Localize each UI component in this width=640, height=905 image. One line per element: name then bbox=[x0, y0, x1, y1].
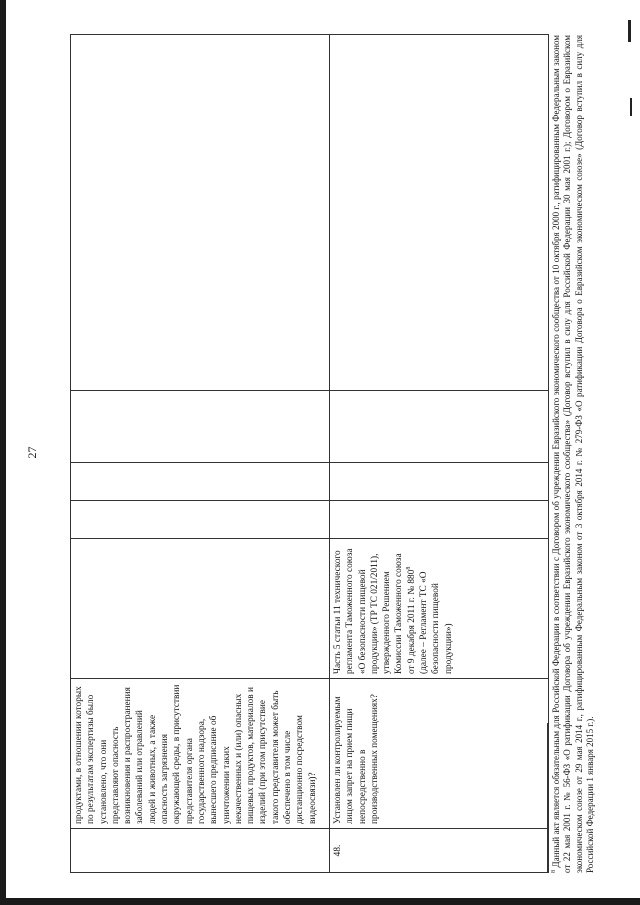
row-number: 48. bbox=[330, 829, 549, 873]
checklist-table bbox=[70, 34, 549, 873]
row-number bbox=[71, 829, 330, 873]
scan-edge-bottom bbox=[0, 898, 640, 905]
answer-na-cell bbox=[330, 391, 549, 463]
answer-yes-cell bbox=[330, 501, 549, 539]
document-page bbox=[20, 20, 615, 885]
question-cell: продуктами, в отношении которых по результатам экспертизы было установлено, что они представляют опасность возникновения и распространения заболеваний или отравлений людей и животных, а также опасность загрязнения окружающей среды, в присутствии представителя органа государственного надзора, вынесшего предписание об уничтожении таких некачественных и (или) опасных пищевых продуктов, материалов и изделий (при этом присутствие такого представителя может быть обеспечено в том числе дистанционно посредством видеосвязи)? bbox=[71, 679, 330, 829]
answer-no-cell bbox=[71, 463, 330, 501]
footnote-divider bbox=[547, 723, 548, 873]
table-row bbox=[330, 35, 549, 873]
question-cell: Установлен ли контролируемым лицом запрет на прием пищи непосредственно в производственных помещениях? bbox=[330, 679, 549, 829]
answer-na-cell bbox=[71, 391, 330, 463]
answer-no-cell bbox=[330, 463, 549, 501]
reference-cell bbox=[330, 539, 549, 679]
scan-edge-left bbox=[0, 0, 6, 905]
reference-cell bbox=[71, 539, 330, 679]
scan-artifact bbox=[630, 98, 632, 116]
footnote-mark: 8 bbox=[405, 566, 412, 570]
answer-yes-cell bbox=[71, 501, 330, 539]
footnote bbox=[551, 35, 597, 873]
reference-text: Часть 5 статьи 11 технического регламента Таможенного союза «О безопасности пищевой продукции» (ТР ТС 021/2011), утвержденного Решением Комиссии Таможенного союза от 9 декабря 2011 г. № 880 bbox=[333, 548, 417, 674]
table-row bbox=[71, 35, 330, 873]
scan-artifact bbox=[628, 20, 631, 42]
page-number: 27 bbox=[25, 446, 39, 459]
footnote-text: Данный акт является обязательным для Российской Федерации в соответствии с Договором об учреждении Евразийского экономического сообщества от 10 октября 2000 г., ратифицированным Федеральным законом от 22 мая 2001 г. № 56-ФЗ «О ратификации Договора об учреждении Евразийского экономического сообщества» (Договор вступил в силу для Российской Федерации 30 мая 2001 г.); Договором о Евразийском экономическом союзе от 29 мая 2014 г., ратифицированным Федеральным законом от 3 октября 2014 г. № 279-ФЗ «О ратификации Договора о Евразийском экономическом союзе» (Договор вступил в силу для Российской Федерации 1 января 2015 г.). bbox=[551, 35, 596, 873]
reference-text-tail: (далее – Регламент ТС «О безопасности пищевой продукции») bbox=[419, 571, 454, 674]
footnote-mark: 8 bbox=[551, 870, 557, 873]
notes-cell bbox=[330, 35, 549, 391]
notes-cell bbox=[71, 35, 330, 391]
